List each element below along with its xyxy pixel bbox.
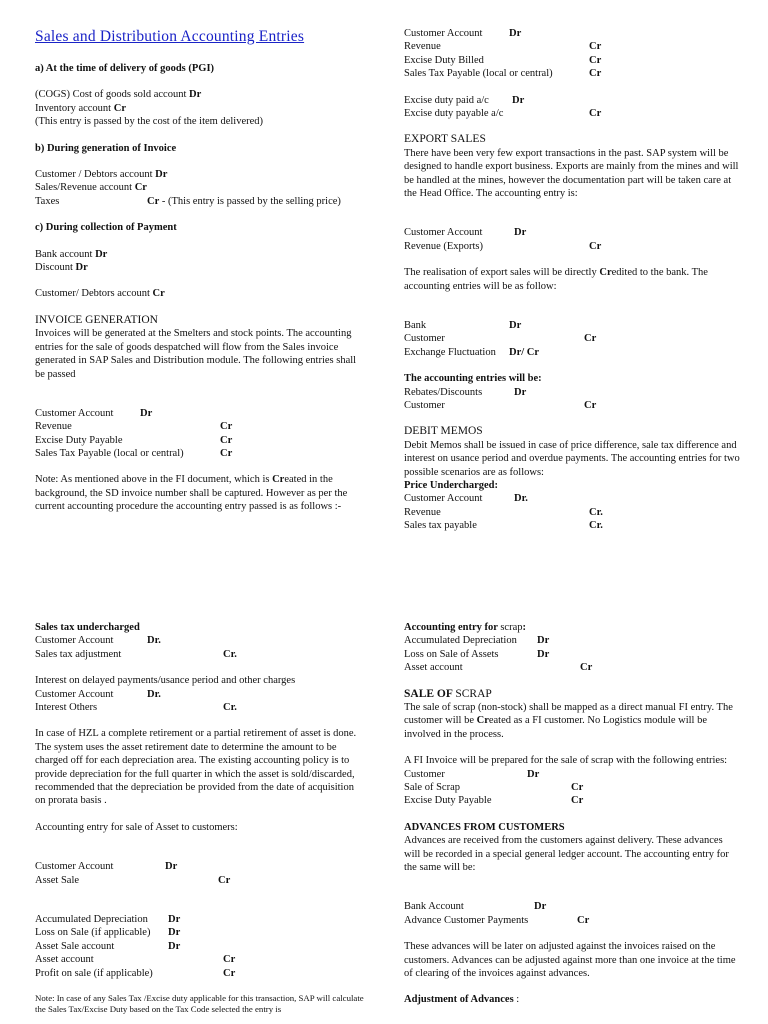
entry-account-label: Loss on Sale of Assets — [404, 648, 499, 660]
debit-marker: Dr. — [514, 493, 528, 505]
credit-marker: Cr. — [223, 648, 237, 660]
credit-marker: Cr — [218, 874, 231, 886]
asset-sale-line: Accounting entry for sale of Asset to customers: — [35, 821, 238, 833]
fi-invoice-entries — [404, 768, 740, 808]
entry-row — [35, 407, 367, 420]
entry-row — [35, 874, 367, 887]
debit-marker: Dr. — [147, 688, 161, 700]
credit-marker: Cr — [577, 914, 590, 926]
page-1-left-column — [35, 26, 367, 514]
entry-row — [35, 701, 367, 714]
entry-row — [35, 940, 367, 953]
sales-tax-undercharged-heading: Sales tax undercharged — [35, 622, 140, 633]
entry-account-label: Sales Tax Payable (local or central) — [404, 68, 553, 80]
entry-account-label: Customer Account — [35, 635, 114, 647]
entry-account-label: Sales tax adjustment — [35, 648, 122, 660]
entry-row — [35, 420, 367, 433]
section-a-heading: a) At the time of delivery of goods (PGI) — [35, 63, 215, 74]
entry-account-label: Bank — [404, 319, 427, 331]
page-1-right-column — [404, 27, 740, 533]
entry-row — [404, 40, 740, 53]
entry-row — [404, 226, 740, 239]
debit-marker: Dr — [168, 927, 181, 939]
debit-marker: Dr — [514, 386, 527, 398]
entry-account-label: Customer Account — [404, 28, 483, 39]
customer-debtors-line: Customer / Debtors account Dr — [35, 169, 168, 181]
export-entries — [404, 226, 740, 253]
entry-row — [404, 332, 740, 345]
debit-marker: Dr. — [147, 635, 161, 647]
entry-row — [404, 648, 740, 661]
entry-account-label: Customer Account — [35, 688, 114, 700]
debit-marker: Dr — [527, 768, 540, 780]
credit-marker: Cr — [589, 240, 602, 252]
taxes-line: Taxes Cr - (This entry is passed by the selling price) — [35, 195, 341, 207]
debit-marker: Dr — [512, 94, 525, 106]
depreciation-entries — [35, 913, 367, 980]
interest-entries — [35, 688, 367, 715]
scrap-depreciation-entries — [404, 634, 740, 674]
credit-marker: Cr — [223, 954, 236, 966]
sales-tax-undercharged-entries — [35, 634, 367, 661]
rebate-entries — [404, 386, 740, 413]
credit-marker: Cr — [220, 448, 233, 460]
debit-marker: Dr/ Cr — [509, 346, 540, 358]
export-sales-paragraph: There have been very few export transactions in the past. SAP system will be designed to handle export business. Exports are mainly from the mines and will be handled at the mines, however the documentation part will be taken care at the Head Office. The accounting entry is: — [404, 147, 739, 199]
entry-row — [35, 860, 367, 873]
invoice-generation-heading: INVOICE GENERATION — [35, 313, 158, 326]
advances-entries — [404, 900, 740, 927]
entry-row — [404, 768, 740, 781]
entry-row — [404, 661, 740, 674]
entry-account-label: Loss on Sale (if applicable) — [35, 927, 151, 939]
entry-row — [404, 781, 740, 794]
cost-note-line: (This entry is passed by the cost of the item delivered) — [35, 116, 264, 128]
entry-account-label: Customer Account — [35, 407, 114, 419]
entry-row — [35, 648, 367, 661]
debit-marker: Dr — [514, 227, 527, 239]
entry-account-label: Accumulated Depreciation — [404, 635, 517, 647]
credit-marker: Cr — [223, 967, 236, 979]
entry-row — [404, 94, 740, 107]
entry-account-label: Asset account — [404, 662, 463, 674]
debit-marker: Dr — [509, 28, 522, 39]
entry-row — [35, 634, 367, 647]
section-b-heading: b) During generation of Invoice — [35, 142, 177, 154]
entry-row — [404, 492, 740, 505]
entry-account-label: Advance Customer Payments — [404, 914, 529, 926]
cogs-line: (COGS) Cost of goods sold account Dr — [35, 89, 202, 101]
entry-row — [404, 27, 740, 40]
entry-row — [35, 953, 367, 966]
entry-account-label: Customer — [404, 333, 445, 345]
asset-sale-entries — [35, 860, 367, 887]
entry-account-label: Exchange Fluctuation — [404, 346, 496, 358]
bank-account-line: Bank account Dr — [35, 248, 108, 260]
entry-row — [35, 434, 367, 447]
credit-marker: Cr — [584, 399, 597, 411]
entry-account-label: Asset Sale — [35, 874, 80, 886]
entry-row — [35, 447, 367, 460]
debit-marker: Dr — [165, 861, 178, 873]
entry-row — [404, 386, 740, 399]
entry-row — [35, 926, 367, 939]
advances-paragraph: Advances are received from the customers against delivery. These advances will be recorded in a special general ledger account. The accounting entry for the same will be: — [404, 835, 729, 873]
credit-marker: Cr — [589, 68, 602, 80]
entry-row — [404, 634, 740, 647]
credit-marker: Cr. — [589, 520, 603, 532]
hzl-retirement-paragraph: In case of HZL a complete retirement or a partial retirement of asset is done. The system uses the asset retirement date to determine the amount to be charged off for each depreciation area. The existing accounting policy is to provide depreciation for the full quarter in which the asset is sold/discarded, recommended that the depreciation be provided from the date of acquisition on prorata basis . — [35, 728, 357, 807]
entry-row — [404, 54, 740, 67]
fi-document-note: Note: As mentioned above in the FI document, which is Created in the background, the SD invoice number shall be captured. However as per the current accounting procedure the accounting entry passed is as follows :- — [35, 474, 348, 513]
entry-account-label: Asset account — [35, 954, 94, 966]
entry-account-label: Excise Duty Payable — [35, 434, 123, 446]
entry-row — [404, 399, 740, 412]
entry-account-label: Interest Others — [35, 701, 98, 713]
document-title[interactable]: Sales and Distribution Accounting Entries — [35, 28, 305, 45]
debit-marker: Dr — [168, 914, 181, 925]
interest-delayed-line: Interest on delayed payments/usance period and other charges — [35, 675, 296, 687]
entry-row — [404, 67, 740, 80]
credit-marker: Cr — [589, 107, 602, 119]
export-realisation-paragraph: The realisation of export sales will be directly Credited to the bank. The accounting entries will be as follow: — [404, 267, 708, 292]
credit-marker: Cr — [589, 41, 602, 53]
entry-account-label: Revenue — [404, 41, 441, 53]
section-c-heading: c) During collection of Payment — [35, 222, 177, 234]
advances-adjustment-paragraph: These advances will be later on adjusted against the invoices raised on the customers. Advances can be adjusted against more than one invoice at the time of clearing of the invoices against advances. — [404, 941, 736, 979]
entry-account-label: Revenue — [35, 421, 72, 433]
page-2-right-column — [404, 621, 740, 1007]
inventory-line: Inventory account Cr — [35, 102, 126, 114]
export-sales-heading: EXPORT SALES — [404, 133, 486, 146]
adjustment-of-advances-heading: Adjustment of Advances : — [404, 994, 520, 1006]
entry-account-label: Excise duty payable a/c — [404, 107, 504, 119]
entry-account-label: Revenue — [404, 506, 441, 518]
credit-marker: Cr — [584, 333, 597, 345]
entry-row — [404, 914, 740, 927]
entry-row — [404, 900, 740, 913]
scrap-paragraph: The sale of scrap (non-stock) shall be mapped as a direct manual FI entry. The customer will be Created as a FI customer. No Logistics module will be involved in the process. — [404, 701, 733, 740]
entry-row — [404, 240, 740, 253]
entry-account-label: Revenue (Exports) — [404, 240, 484, 252]
entry-row — [404, 107, 740, 120]
credit-marker: Cr — [220, 434, 233, 446]
invoice-generation-paragraph: Invoices will be generated at the Smelters and stock points. The accounting entries for the sale of goods despatched will flow from the Sales invoice generated in SAP Sales and Distribution module. The following entries shall be passed — [35, 328, 357, 380]
entry-account-label: Customer Account — [404, 493, 483, 505]
debit-marker: Dr — [534, 901, 547, 913]
sales-tax-small-note: Note: In case of any Sales Tax /Excise duty applicable for this transaction, SAP will calculate the Sales Tax/Excise Duty based on the Tax Code selected the entry is — [35, 992, 364, 1014]
discount-line: Discount Dr — [35, 262, 88, 274]
price-undercharged-heading: Price Undercharged: — [404, 479, 498, 491]
credit-marker: Cr. — [589, 506, 603, 518]
entry-row — [404, 346, 740, 359]
fi-invoice-paragraph: A FI Invoice will be prepared for the sale of scrap with the following entries: — [404, 755, 728, 767]
bank-entries — [404, 319, 740, 359]
entry-account-label: Excise duty paid a/c — [404, 94, 489, 106]
credit-marker: Cr — [571, 795, 584, 807]
page-2-left-column — [35, 621, 367, 1015]
credit-marker: Cr — [589, 54, 602, 66]
credit-marker: Cr — [220, 421, 233, 433]
entry-row — [35, 688, 367, 701]
entry-account-label: Sale of Scrap — [404, 782, 460, 793]
scrap-entry-heading: Accounting entry for scrap: — [404, 622, 526, 633]
debit-marker: Dr — [537, 635, 550, 647]
invoice-entries-actual — [404, 27, 740, 81]
sale-of-scrap-heading: SALE OF SCRAP — [404, 687, 492, 700]
excise-entries — [404, 94, 740, 121]
invoice-entries — [35, 407, 367, 461]
entry-account-label: Sales Tax Payable (local or central) — [35, 448, 184, 460]
entry-account-label: Excise Duty Payable — [404, 795, 492, 807]
entry-row — [35, 967, 367, 980]
entry-account-label: Sales tax payable — [404, 520, 477, 532]
entry-row — [404, 794, 740, 807]
debit-marker: Dr — [537, 648, 550, 660]
entry-account-label: Customer — [404, 768, 445, 780]
credit-marker: Cr. — [223, 701, 237, 713]
debit-memos-paragraph: Debit Memos shall be issued in case of price difference, sale tax difference and interest on usance period and overdue payments. The accounting entries for two possible scenarios are as follows: — [404, 439, 740, 478]
debit-marker: Dr — [140, 407, 153, 419]
entry-account-label: Excise Duty Billed — [404, 54, 484, 66]
customer-debtors-cr-line: Customer/ Debtors account Cr — [35, 288, 165, 300]
entry-account-label: Bank Account — [404, 901, 464, 913]
entry-account-label: Customer Account — [404, 227, 483, 239]
advances-heading: ADVANCES FROM CUSTOMERS — [404, 821, 565, 833]
debit-memos-heading: DEBIT MEMOS — [404, 425, 483, 438]
debit-marker: Dr — [168, 940, 181, 952]
entry-account-label: Accumulated Depreciation — [35, 914, 148, 925]
entry-row — [404, 319, 740, 332]
credit-marker: Cr — [580, 662, 593, 674]
entry-account-label: Profit on sale (if applicable) — [35, 967, 153, 979]
accounting-entries-heading: The accounting entries will be: — [404, 373, 542, 385]
entry-row — [35, 913, 367, 926]
entry-account-label: Customer — [404, 399, 445, 411]
entry-account-label: Asset Sale account — [35, 940, 115, 952]
sales-revenue-line: Sales/Revenue account Cr — [35, 182, 147, 194]
page-2 — [0, 512, 768, 1024]
debit-marker: Dr — [509, 319, 522, 331]
entry-account-label: Customer Account — [35, 861, 114, 873]
entry-account-label: Rebates/Discounts — [404, 386, 483, 398]
credit-marker: Cr — [571, 782, 584, 793]
